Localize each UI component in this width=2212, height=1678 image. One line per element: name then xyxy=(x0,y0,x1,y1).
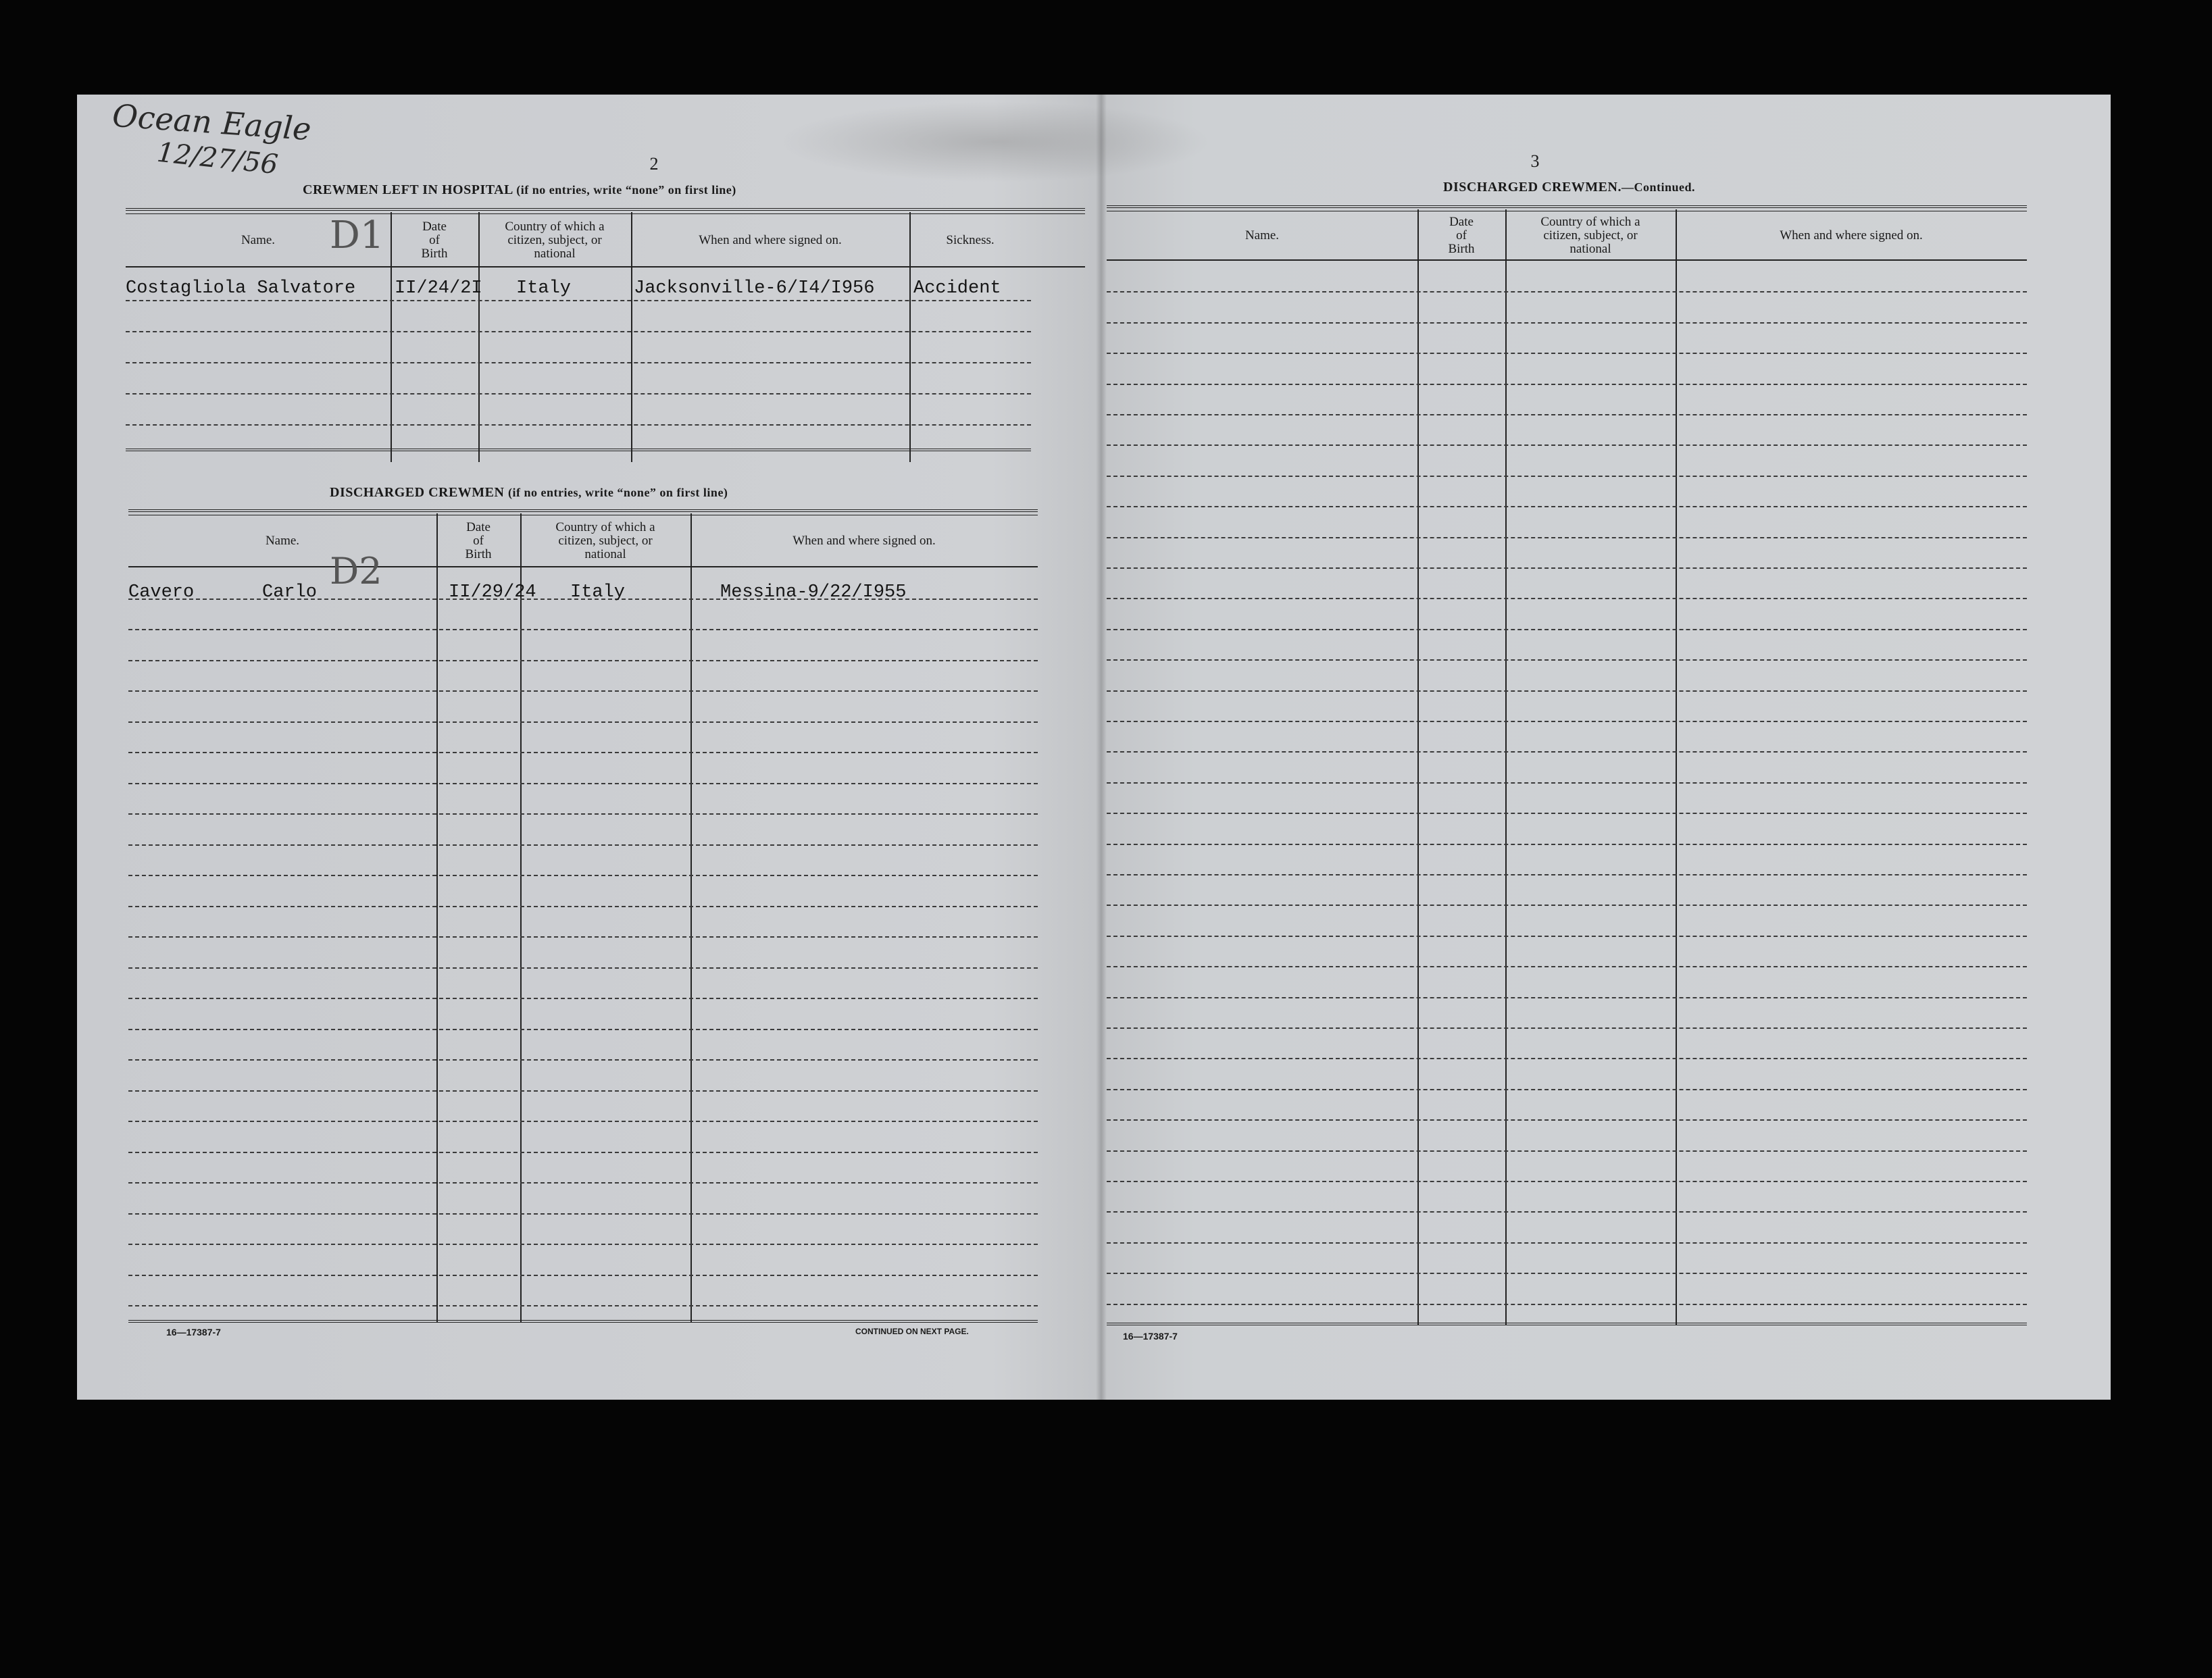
table-row xyxy=(1107,291,2027,323)
table-row xyxy=(1107,936,2027,967)
handwritten-vessel-name: Ocean Eagle xyxy=(111,97,313,148)
hospital-table xyxy=(126,208,1085,559)
table-row xyxy=(126,300,1031,332)
discharged-instruction: (if no entries, write “none” on first line) xyxy=(507,486,728,499)
table-row xyxy=(126,362,1031,395)
table-row xyxy=(128,1152,1038,1184)
hospital-entry-signed-on: Jacksonville-6/I4/I956 xyxy=(634,278,875,299)
discharged-entry-given: Carlo xyxy=(262,582,318,603)
table-row xyxy=(1107,690,2027,722)
page-number: 2 xyxy=(649,154,659,174)
table-row xyxy=(1107,966,2027,998)
table-row xyxy=(128,690,1038,723)
table-row xyxy=(128,1244,1038,1276)
table-row xyxy=(128,1121,1038,1153)
table-row xyxy=(1107,629,2027,661)
discharged-entry-dob: II/29/24 xyxy=(449,582,536,603)
page-fold xyxy=(1096,95,1107,1400)
table-row xyxy=(128,1090,1038,1123)
table-row xyxy=(128,906,1038,938)
table-row xyxy=(1107,1211,2027,1243)
hospital-entry-mark: D1 xyxy=(330,213,384,257)
hospital-entry-name: Costagliola Salvatore xyxy=(126,278,356,299)
table-row xyxy=(1107,751,2027,783)
hospital-section-title xyxy=(303,182,736,198)
table-row xyxy=(128,813,1038,846)
document-scan xyxy=(77,95,2111,1400)
table-row xyxy=(128,599,1038,631)
table-row xyxy=(1107,476,2027,507)
table-row xyxy=(1107,1242,2027,1274)
table-row xyxy=(1107,567,2027,599)
discharged-header-country: Country of which a citizen, subject, or national xyxy=(555,520,655,561)
table-row xyxy=(128,1182,1038,1215)
discharged-header-dob: Date of Birth xyxy=(465,520,492,561)
form-number-right: 16—17387-7 xyxy=(1123,1331,1178,1342)
discharged-title: DISCHARGED CREWMEN xyxy=(330,485,505,500)
discharged-entry-mark: D2 xyxy=(330,550,382,592)
table-row xyxy=(1107,1273,2027,1304)
right-header-country: Country of which a citizen, subject, or national xyxy=(1540,215,1640,256)
continued-note: CONTINUED ON NEXT PAGE. xyxy=(855,1327,969,1336)
hospital-entry-sickness: Accident xyxy=(913,278,1001,299)
table-row xyxy=(1107,261,2027,293)
table-row xyxy=(1107,1181,2027,1213)
table-row xyxy=(128,783,1038,815)
table-row xyxy=(128,998,1038,1030)
table-row xyxy=(1107,384,2027,415)
table-row xyxy=(1107,414,2027,446)
table-row xyxy=(128,1213,1038,1246)
table-row xyxy=(128,844,1038,877)
discharged-entry-surname: Cavero xyxy=(128,582,195,603)
page-number: 3 xyxy=(1530,151,1540,171)
table-row xyxy=(1107,1150,2027,1182)
table-row xyxy=(128,1275,1038,1307)
handwritten-date: 12/27/56 xyxy=(155,136,280,181)
discharged-entry-signed-on: Messina-9/22/I955 xyxy=(720,582,907,603)
right-header-signed-on: When and where signed on. xyxy=(1780,228,1923,243)
table-row xyxy=(1107,537,2027,569)
table-row xyxy=(1107,1027,2027,1059)
discharged-section-title xyxy=(330,485,728,501)
table-row xyxy=(1107,444,2027,476)
table-row xyxy=(1107,353,2027,384)
right-header-dob: Date of Birth xyxy=(1448,215,1475,256)
right-title: DISCHARGED CREWMEN. xyxy=(1443,180,1622,195)
table-row xyxy=(128,936,1038,969)
hospital-instruction: (if no entries, write “none” on first line) xyxy=(516,183,736,197)
table-row xyxy=(126,331,1031,363)
table-row xyxy=(1107,1058,2027,1090)
table-row xyxy=(1107,813,2027,844)
hospital-header-sickness: Sickness. xyxy=(946,233,995,247)
table-row xyxy=(1107,905,2027,936)
right-title-suffix: —Continued. xyxy=(1621,180,1695,194)
hospital-header-dob: Date of Birth xyxy=(421,220,448,261)
discharged-table-left xyxy=(128,509,1038,1354)
hospital-header-country: Country of which a citizen, subject, or national xyxy=(505,220,605,261)
table-row xyxy=(128,752,1038,784)
right-header-name: Name. xyxy=(1245,228,1280,243)
table-row xyxy=(128,629,1038,661)
table-row xyxy=(128,660,1038,692)
table-row xyxy=(1107,997,2027,1029)
table-row xyxy=(1107,874,2027,906)
table-row xyxy=(1107,1089,2027,1121)
table-row xyxy=(1107,322,2027,354)
table-row xyxy=(126,393,1031,426)
discharged-header-name: Name. xyxy=(265,534,300,548)
hospital-title: CREWMEN LEFT IN HOSPITAL xyxy=(303,182,513,197)
hospital-entry-country: Italy xyxy=(516,278,572,299)
table-row xyxy=(128,1029,1038,1061)
left-page xyxy=(77,95,1096,1400)
table-row xyxy=(1107,782,2027,814)
table-row xyxy=(128,875,1038,907)
table-row xyxy=(1107,844,2027,875)
right-section-title xyxy=(1443,180,1695,195)
hospital-header-name: Name. xyxy=(241,233,276,247)
table-row xyxy=(1107,721,2027,753)
form-number-left: 16—17387-7 xyxy=(166,1327,221,1338)
hospital-header-signed-on: When and where signed on. xyxy=(699,233,842,247)
table-row xyxy=(1107,1119,2027,1151)
discharged-header-signed-on: When and where signed on. xyxy=(793,534,936,548)
table-row xyxy=(128,1059,1038,1092)
hospital-entry-dob: II/24/2I xyxy=(395,278,482,299)
discharged-table-right xyxy=(1107,205,2027,1313)
discharged-entry-country: Italy xyxy=(570,582,626,603)
table-row xyxy=(1107,598,2027,630)
table-row xyxy=(128,967,1038,1000)
table-row xyxy=(1107,659,2027,691)
table-row xyxy=(128,721,1038,754)
right-page xyxy=(1107,95,2111,1400)
table-row xyxy=(1107,506,2027,538)
